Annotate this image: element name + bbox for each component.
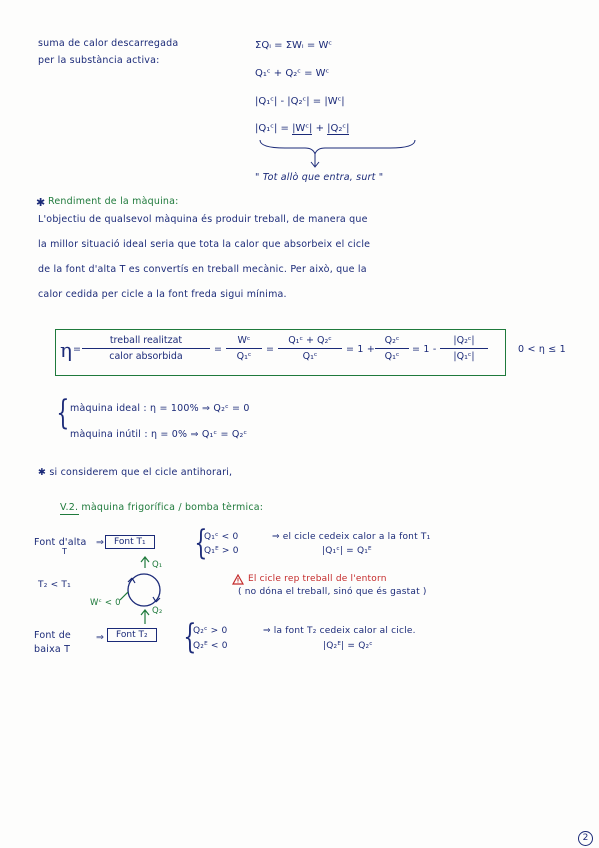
quote-text: " Tot allò que entra, surt " bbox=[255, 172, 384, 183]
fraction-work-over-heat bbox=[82, 335, 210, 362]
equation-4-heat: |Q₂ᶜ| bbox=[327, 123, 350, 134]
star-bullet: ✱ bbox=[36, 196, 46, 209]
intro-line-2: per la substància activa: bbox=[38, 55, 160, 66]
hot-font-box: Font T₁ bbox=[105, 535, 155, 549]
warning-text: El cicle rep treball de l'entorn bbox=[248, 574, 387, 584]
fraction-2-numerator: Wᶜ bbox=[226, 335, 262, 349]
fraction-5-numerator: |Q₂ᶜ| bbox=[440, 335, 488, 349]
eta-equals: = bbox=[73, 344, 82, 355]
cold-cond-2: Q₂ᴱ < 0 bbox=[193, 641, 228, 651]
cold-note-2: |Q₂ᴱ| = Q₂ᶜ bbox=[323, 641, 373, 651]
warning-text-2: ( no dóna el treball, sinó que és gastat ) bbox=[238, 587, 427, 597]
hot-brace: { bbox=[194, 523, 208, 563]
cold-font-box: Font T₂ bbox=[107, 628, 157, 642]
paragraph-line-3: de la font d'alta T es convertís en treball mecànic. Per això, que la bbox=[38, 264, 367, 275]
q2-label: Q₂ bbox=[152, 606, 163, 616]
work-label: Wᶜ < 0 bbox=[90, 598, 121, 608]
equation-2: Q₁ᶜ + Q₂ᶜ = Wᶜ bbox=[255, 68, 330, 79]
fraction-4 bbox=[375, 335, 409, 362]
cycle-diagram bbox=[80, 554, 200, 628]
equation-4 bbox=[255, 123, 349, 134]
q1-label: Q₁ bbox=[152, 560, 163, 570]
section-heading: Rendiment de la màquina: bbox=[48, 196, 179, 207]
fraction-2-denominator: Q₁ᶜ bbox=[236, 351, 252, 362]
hot-source-arrow: ⇒ bbox=[96, 537, 105, 548]
efficiency-range: 0 < η ≤ 1 bbox=[518, 344, 566, 355]
paragraph-line-1: L'objectiu de qualsevol màquina és produir treball, de manera que bbox=[38, 214, 368, 225]
equation-4-work: |Wᶜ| bbox=[292, 123, 313, 134]
paragraph-line-2: la millor situació ideal seria que tota la calor que absorbeix el cicle bbox=[38, 239, 371, 250]
cold-source-arrow: ⇒ bbox=[96, 632, 105, 643]
v2-heading-underline bbox=[60, 514, 79, 515]
hot-cond-2: Q₁ᴱ > 0 bbox=[204, 546, 239, 556]
fraction-4-numerator: Q₂ᶜ bbox=[375, 335, 409, 349]
fraction-5-denominator: |Q₁ᶜ| bbox=[453, 351, 475, 362]
eta-symbol: η bbox=[60, 338, 73, 362]
equation-4-plus: + bbox=[312, 123, 328, 134]
temperature-relation: T₂ < T₁ bbox=[38, 580, 71, 590]
equation-1: ΣQᵢ = ΣWᵢ = Wᶜ bbox=[255, 40, 333, 51]
equation-3: |Q₁ᶜ| - |Q₂ᶜ| = |Wᶜ| bbox=[255, 96, 345, 107]
paragraph-line-4: calor cedida per cicle a la font freda sigui mínima. bbox=[38, 289, 287, 300]
cold-brace: { bbox=[183, 617, 197, 657]
v2-heading: V.2. màquina frigorífica / bomba tèrmica: bbox=[60, 502, 264, 513]
fraction-4-denominator: Q₁ᶜ bbox=[384, 351, 400, 362]
fraction-3 bbox=[278, 335, 342, 362]
equals-2: = bbox=[266, 344, 275, 355]
hot-note-1: ⇒ el cicle cedeix calor a la font T₁ bbox=[272, 532, 431, 542]
case-ideal: màquina ideal : η = 100% ⇒ Q₂ᶜ = 0 bbox=[70, 403, 250, 414]
cold-source-label-2: baixa T bbox=[34, 644, 71, 655]
warning-icon bbox=[232, 574, 244, 585]
equals-1: = bbox=[214, 344, 223, 355]
fraction-3-denominator: Q₁ᶜ bbox=[302, 351, 318, 362]
fraction-1-numerator: treball realitzat bbox=[82, 335, 210, 349]
fraction-5 bbox=[440, 335, 488, 362]
cases-brace: { bbox=[56, 393, 70, 433]
sum-brace bbox=[255, 138, 425, 170]
hot-source-label-t: T bbox=[62, 547, 68, 556]
fraction-1-denominator: calor absorbida bbox=[109, 351, 183, 362]
cold-cond-1: Q₂ᶜ > 0 bbox=[193, 626, 228, 636]
hot-cond-1: Q₁ᶜ < 0 bbox=[204, 532, 239, 542]
intro-line-1: suma de calor descarregada bbox=[38, 38, 179, 49]
hot-source-label: Font d'alta bbox=[34, 537, 87, 548]
fraction-3-numerator: Q₁ᶜ + Q₂ᶜ bbox=[278, 335, 342, 349]
one-plus: = 1 + bbox=[346, 344, 376, 355]
equation-4-left: |Q₁ᶜ| = bbox=[255, 123, 293, 134]
hot-note-2: |Q₁ᶜ| = Q₁ᴱ bbox=[322, 546, 372, 556]
antihorari-note: ✱ si considerem que el cicle antihorari, bbox=[38, 467, 233, 478]
fraction-2 bbox=[226, 335, 262, 362]
case-useless: màquina inútil : η = 0% ⇒ Q₁ᶜ = Q₂ᶜ bbox=[70, 429, 248, 440]
cold-source-label: Font de bbox=[34, 630, 71, 641]
page-number: 2 bbox=[578, 831, 593, 846]
one-minus: = 1 - bbox=[412, 344, 437, 355]
cold-note-1: ⇒ la font T₂ cedeix calor al cicle. bbox=[263, 626, 416, 636]
